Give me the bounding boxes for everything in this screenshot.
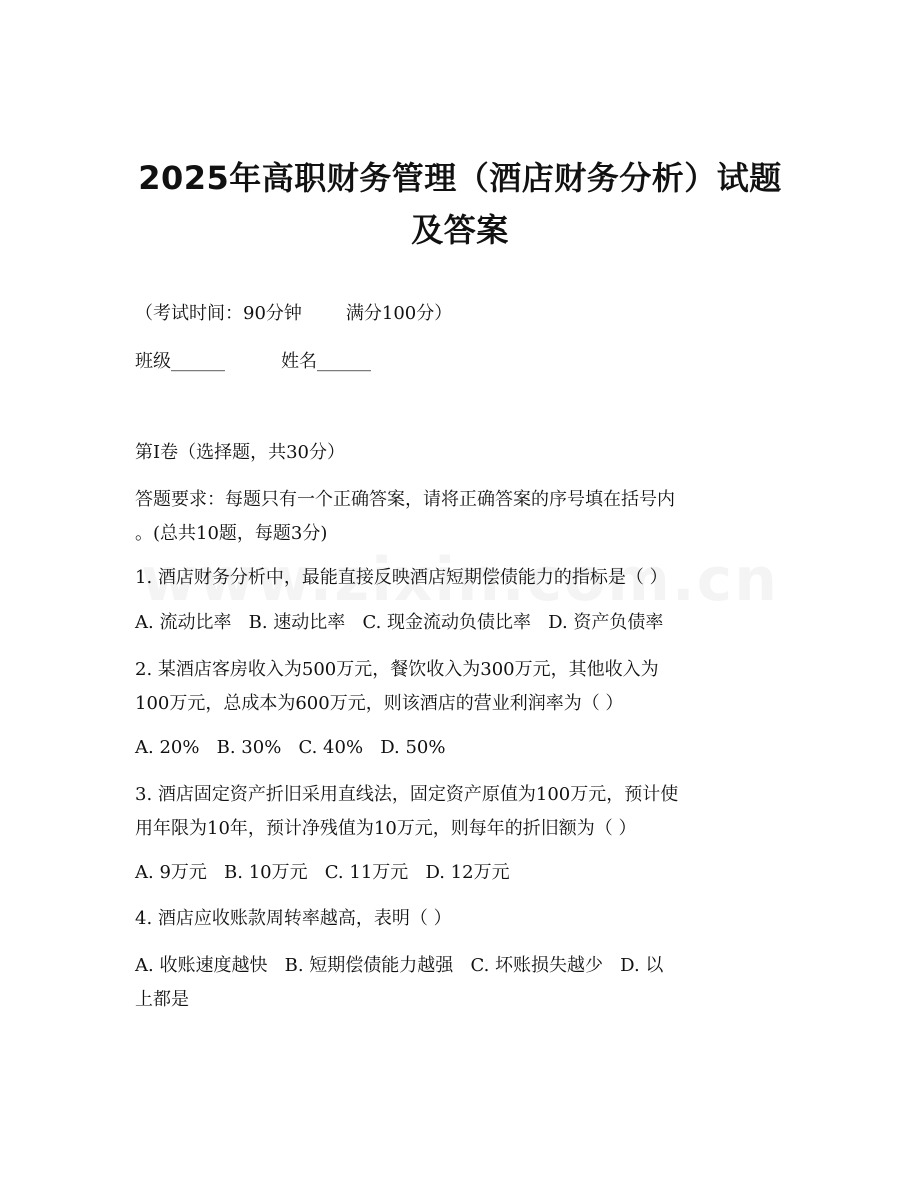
question-text: 2. 某酒店客房收入为500万元，餐饮收入为300万元，其他收入为: [135, 659, 659, 680]
question-3-options: [135, 856, 785, 890]
instructions-line: 。(总共10题，每题3分): [135, 523, 328, 544]
options-line: A. 20% B. 30% C. 40% D. 50%: [135, 737, 446, 758]
options-line: A. 流动比率 B. 速动比率 C. 现金流动负债比率 D. 资产负债率: [135, 612, 664, 633]
title-line-1: 2025年高职财务管理（酒店财务分析）试题: [138, 159, 782, 197]
question-4: [135, 902, 785, 936]
instructions-line: 答题要求：每题只有一个正确答案，请将正确答案的序号填在括号内: [135, 489, 675, 510]
question-text: 100万元，总成本为600万元，则该酒店的营业利润率为（ ）: [135, 693, 624, 714]
exam-info: [135, 297, 785, 331]
student-fields: [135, 345, 785, 379]
question-text: 1. 酒店财务分析中，最能直接反映酒店短期偿债能力的指标是（ ）: [135, 567, 668, 588]
options-line: A. 收账速度越快 B. 短期偿债能力越强 C. 坏账损失越少 D. 以: [135, 955, 664, 976]
question-text: 用年限为10年，预计净残值为10万元，则每年的折旧额为（ ）: [135, 818, 637, 839]
question-text: 3. 酒店固定资产折旧采用直线法，固定资产原值为100万元，预计使: [135, 784, 679, 805]
question-1-options: [135, 606, 785, 640]
question-3: [135, 778, 785, 846]
options-line: A. 9万元 B. 10万元 C. 11万元 D. 12万元: [135, 862, 510, 883]
title-line-2: 及答案: [411, 211, 509, 249]
name-field: 姓名______: [281, 351, 371, 372]
question-4-options: [135, 949, 785, 1017]
question-2-options: [135, 731, 785, 765]
class-field: 班级______: [135, 351, 225, 372]
options-line: 上都是: [135, 989, 189, 1010]
document-title: [120, 152, 800, 256]
section-instructions: [135, 483, 785, 551]
exam-time: （考试时间：90分钟: [135, 303, 302, 324]
exam-score: 满分100分）: [345, 303, 453, 324]
section-heading: 第I卷（选择题，共30分）: [135, 442, 346, 463]
question-1: [135, 561, 785, 595]
question-text: 4. 酒店应收账款周转率越高，表明（ ）: [135, 908, 452, 929]
question-2: [135, 653, 785, 721]
